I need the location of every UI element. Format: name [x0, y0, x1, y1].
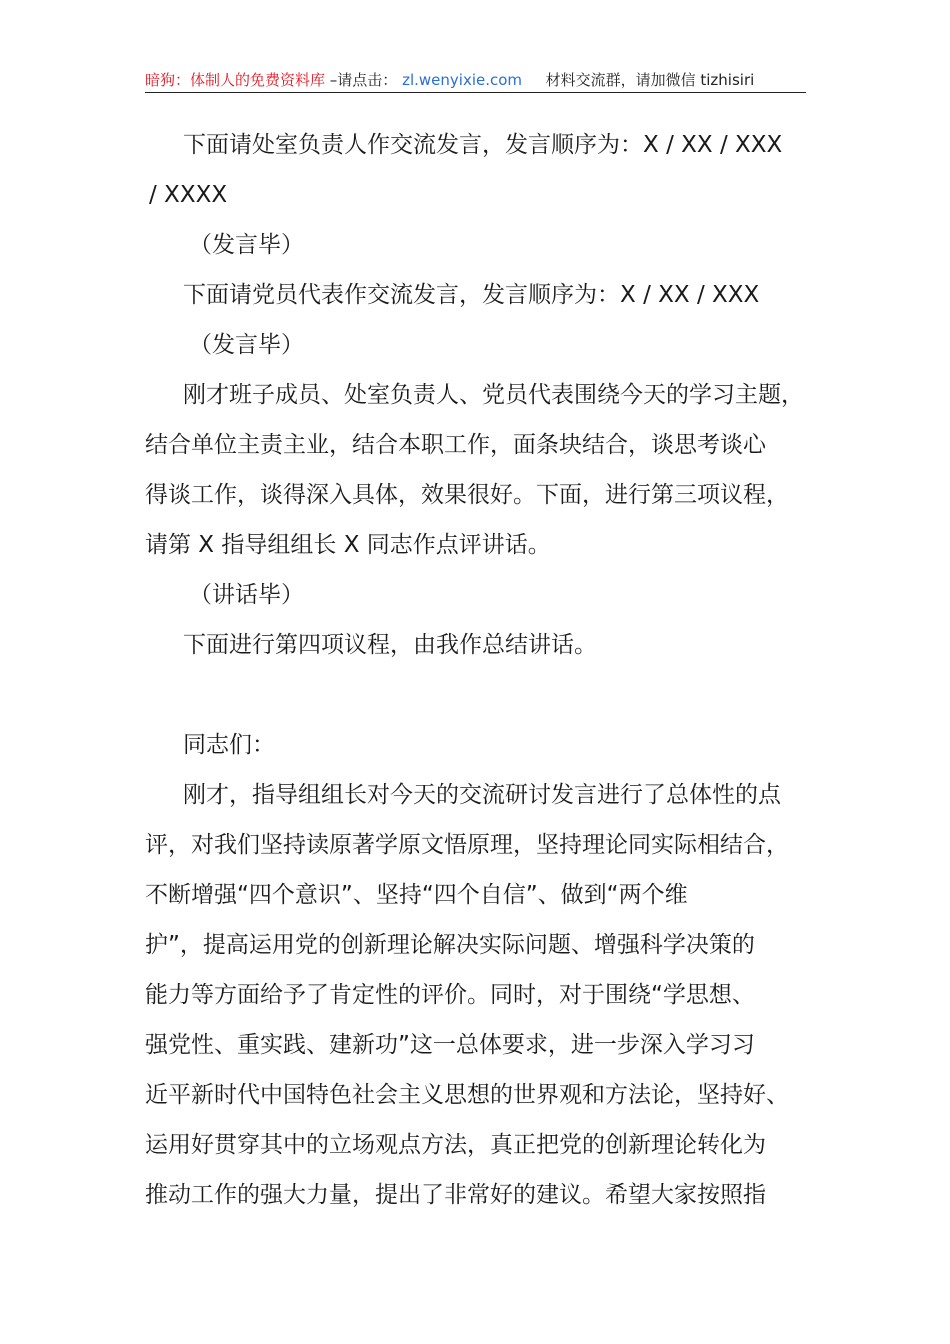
paragraph-line: （讲话毕）: [189, 582, 304, 608]
paragraph-line: 强党性、重实践、建新功”这一总体要求，进一步深入学习习: [145, 1032, 755, 1058]
header-prompt: –请点击：: [329, 71, 398, 89]
paragraph-line: 能力等方面给予了肯定性的评价。同时，对于围绕“学思想、: [145, 982, 755, 1008]
paragraph-line: 近平新时代中国特色社会主义思想的世界观和方法论，坚持好、: [145, 1082, 789, 1108]
paragraph-line: 护”，提高运用党的创新理论解决实际问题、增强科学决策的: [145, 932, 755, 958]
header-url-link[interactable]: zl.wenyixie.com: [402, 71, 523, 89]
paragraph-line: （发言毕）: [189, 232, 304, 258]
paragraph-line: 请第 X 指导组组长 X 同志作点评讲话。: [145, 532, 551, 558]
paragraph-line: 刚才班子成员、处室负责人、党员代表围绕今天的学习主题，: [183, 382, 804, 408]
paragraph-line: 不断增强“四个意识”、坚持“四个自信”、做到“两个维: [145, 882, 688, 908]
paragraph-line: 下面请党员代表作交流发言，发言顺序为：X / XX / XXX: [183, 282, 760, 308]
header-contact: 材料交流群，请加微信 tizhisiri: [545, 71, 755, 89]
document-body: [145, 120, 815, 1220]
blank-line: [145, 670, 815, 720]
paragraph-line: 评，对我们坚持读原著学原文悟原理，坚持理论同实际相结合，: [145, 832, 789, 858]
paragraph-line: 运用好贯穿其中的立场观点方法，真正把党的创新理论转化为: [145, 1132, 766, 1158]
paragraph-line: 推动工作的强大力量，提出了非常好的建议。希望大家按照指: [145, 1182, 766, 1208]
paragraph-line: / XXXX: [149, 182, 228, 208]
paragraph-line: 得谈工作，谈得深入具体，效果很好。下面，进行第三项议程，: [145, 482, 789, 508]
page-header: [145, 70, 806, 93]
paragraph-line: 下面进行第四项议程，由我作总结讲话。: [183, 632, 597, 658]
paragraph-line: 刚才，指导组组长对今天的交流研讨发言进行了总体性的点: [183, 782, 781, 808]
header-site-name: 暗狗：体制人的免费资料库: [145, 71, 326, 89]
paragraph-line: 结合单位主责主业，结合本职工作，面条块结合，谈思考谈心: [145, 432, 766, 458]
paragraph-line: （发言毕）: [189, 332, 304, 358]
paragraph-line: 下面请处室负责人作交流发言，发言顺序为：X / XX / XXX: [183, 132, 783, 158]
salutation: 同志们：: [183, 732, 275, 758]
